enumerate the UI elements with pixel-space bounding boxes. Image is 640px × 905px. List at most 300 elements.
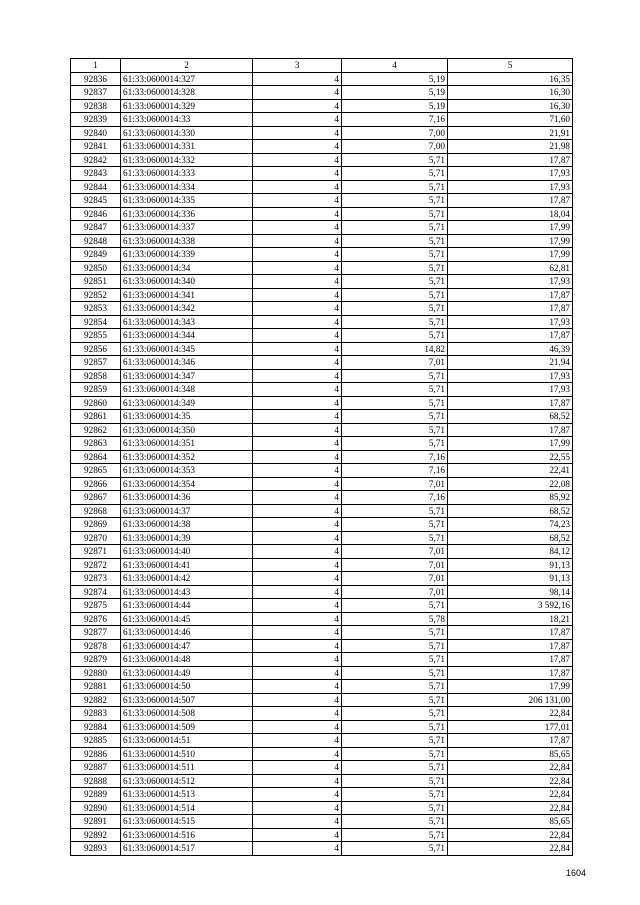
value-cell: 22,84: [448, 788, 573, 802]
category-cell: 4: [253, 342, 342, 356]
row-index-cell: 92885: [71, 734, 121, 748]
row-index-cell: 92853: [71, 302, 121, 316]
table-row: [71, 828, 573, 842]
row-index-cell: 92862: [71, 423, 121, 437]
category-cell: 4: [253, 747, 342, 761]
table-row: [71, 248, 573, 262]
row-index-cell: 92839: [71, 113, 121, 127]
category-cell: 4: [253, 734, 342, 748]
table-header-row: [71, 59, 573, 73]
row-index-cell: 92842: [71, 153, 121, 167]
row-index-cell: 92851: [71, 275, 121, 289]
row-index-cell: 92891: [71, 815, 121, 829]
table-row: [71, 612, 573, 626]
table-row: [71, 693, 573, 707]
cadastral-number-cell: 61:33:0600014:350: [121, 423, 253, 437]
value-cell: 17,93: [448, 383, 573, 397]
category-cell: 4: [253, 329, 342, 343]
cadastral-number-cell: 61:33:0600014:334: [121, 180, 253, 194]
value-cell: 85,65: [448, 815, 573, 829]
table-row: [71, 437, 573, 451]
rate-cell: 5,71: [342, 329, 448, 343]
category-cell: 4: [253, 437, 342, 451]
row-index-cell: 92856: [71, 342, 121, 356]
cadastral-number-cell: 61:33:0600014:348: [121, 383, 253, 397]
table-row: [71, 734, 573, 748]
rate-cell: 5,71: [342, 396, 448, 410]
category-cell: 4: [253, 356, 342, 370]
cadastral-number-cell: 61:33:0600014:42: [121, 572, 253, 586]
column-header-4: 4: [342, 59, 448, 73]
table-row: [71, 329, 573, 343]
document-sheet: [70, 58, 572, 856]
value-cell: 17,93: [448, 369, 573, 383]
cadastral-number-cell: 61:33:0600014:351: [121, 437, 253, 451]
cadastral-number-cell: 61:33:0600014:353: [121, 464, 253, 478]
table-row: [71, 221, 573, 235]
table-row: [71, 720, 573, 734]
row-index-cell: 92858: [71, 369, 121, 383]
category-cell: 4: [253, 275, 342, 289]
category-cell: 4: [253, 450, 342, 464]
table-row: [71, 639, 573, 653]
table-row: [71, 572, 573, 586]
cadastral-number-cell: 61:33:0600014:335: [121, 194, 253, 208]
rate-cell: 5,71: [342, 167, 448, 181]
category-cell: 4: [253, 491, 342, 505]
value-cell: 22,84: [448, 707, 573, 721]
value-cell: 17,99: [448, 221, 573, 235]
row-index-cell: 92878: [71, 639, 121, 653]
row-index-cell: 92883: [71, 707, 121, 721]
category-cell: 4: [253, 410, 342, 424]
row-index-cell: 92889: [71, 788, 121, 802]
cadastral-number-cell: 61:33:0600014:514: [121, 801, 253, 815]
category-cell: 4: [253, 815, 342, 829]
page-number: 1604: [565, 868, 586, 878]
value-cell: 16,30: [448, 86, 573, 100]
cadastral-number-cell: 61:33:0600014:329: [121, 99, 253, 113]
value-cell: 3 592,16: [448, 599, 573, 613]
cadastral-number-cell: 61:33:0600014:45: [121, 612, 253, 626]
table-row: [71, 761, 573, 775]
value-cell: 16,30: [448, 99, 573, 113]
rate-cell: 7,01: [342, 558, 448, 572]
rate-cell: 5,71: [342, 261, 448, 275]
value-cell: 17,87: [448, 653, 573, 667]
table-row: [71, 113, 573, 127]
category-cell: 4: [253, 761, 342, 775]
category-cell: 4: [253, 680, 342, 694]
rate-cell: 5,71: [342, 302, 448, 316]
table-row: [71, 167, 573, 181]
table-row: [71, 207, 573, 221]
value-cell: 17,93: [448, 315, 573, 329]
value-cell: 21,98: [448, 140, 573, 154]
table-row: [71, 72, 573, 86]
value-cell: 17,99: [448, 248, 573, 262]
row-index-cell: 92890: [71, 801, 121, 815]
value-cell: 46,39: [448, 342, 573, 356]
row-index-cell: 92848: [71, 234, 121, 248]
category-cell: 4: [253, 693, 342, 707]
value-cell: 177,01: [448, 720, 573, 734]
category-cell: 4: [253, 86, 342, 100]
category-cell: 4: [253, 99, 342, 113]
cadastral-number-cell: 61:33:0600014:336: [121, 207, 253, 221]
value-cell: 17,87: [448, 194, 573, 208]
category-cell: 4: [253, 140, 342, 154]
table-row: [71, 423, 573, 437]
value-cell: 21,94: [448, 356, 573, 370]
row-index-cell: 92864: [71, 450, 121, 464]
table-row: [71, 747, 573, 761]
value-cell: 22,55: [448, 450, 573, 464]
value-cell: 91,13: [448, 572, 573, 586]
table-row: [71, 261, 573, 275]
rate-cell: 5,71: [342, 234, 448, 248]
table-row: [71, 275, 573, 289]
category-cell: 4: [253, 707, 342, 721]
table-row: [71, 383, 573, 397]
value-cell: 22,84: [448, 801, 573, 815]
category-cell: 4: [253, 153, 342, 167]
category-cell: 4: [253, 788, 342, 802]
rate-cell: 7,16: [342, 450, 448, 464]
row-index-cell: 92846: [71, 207, 121, 221]
table-row: [71, 585, 573, 599]
rate-cell: 5,71: [342, 734, 448, 748]
table-row: [71, 153, 573, 167]
value-cell: 18,21: [448, 612, 573, 626]
rate-cell: 5,78: [342, 612, 448, 626]
row-index-cell: 92869: [71, 518, 121, 532]
rate-cell: 5,71: [342, 275, 448, 289]
category-cell: 4: [253, 207, 342, 221]
table-row: [71, 491, 573, 505]
cadastral-number-cell: 61:33:0600014:43: [121, 585, 253, 599]
rate-cell: 5,71: [342, 423, 448, 437]
value-cell: 17,93: [448, 167, 573, 181]
table-row: [71, 788, 573, 802]
category-cell: 4: [253, 504, 342, 518]
table-row: [71, 288, 573, 302]
cadastral-number-cell: 61:33:0600014:507: [121, 693, 253, 707]
rate-cell: 5,71: [342, 774, 448, 788]
rate-cell: 7,01: [342, 572, 448, 586]
cadastral-number-cell: 61:33:0600014:352: [121, 450, 253, 464]
category-cell: 4: [253, 423, 342, 437]
table-row: [71, 707, 573, 721]
category-cell: 4: [253, 194, 342, 208]
cadastral-number-cell: 61:33:0600014:517: [121, 842, 253, 856]
data-table: [70, 58, 573, 856]
row-index-cell: 92844: [71, 180, 121, 194]
cadastral-number-cell: 61:33:0600014:46: [121, 626, 253, 640]
cadastral-number-cell: 61:33:0600014:333: [121, 167, 253, 181]
rate-cell: 5,71: [342, 828, 448, 842]
cadastral-number-cell: 61:33:0600014:345: [121, 342, 253, 356]
category-cell: 4: [253, 720, 342, 734]
rate-cell: 7,01: [342, 585, 448, 599]
row-index-cell: 92871: [71, 545, 121, 559]
row-index-cell: 92855: [71, 329, 121, 343]
value-cell: 85,92: [448, 491, 573, 505]
cadastral-number-cell: 61:33:0600014:332: [121, 153, 253, 167]
cadastral-number-cell: 61:33:0600014:36: [121, 491, 253, 505]
column-header-1: 1: [71, 59, 121, 73]
column-header-2: 2: [121, 59, 253, 73]
rate-cell: 7,16: [342, 113, 448, 127]
value-cell: 18,04: [448, 207, 573, 221]
cadastral-number-cell: 61:33:0600014:508: [121, 707, 253, 721]
category-cell: 4: [253, 531, 342, 545]
row-index-cell: 92888: [71, 774, 121, 788]
category-cell: 4: [253, 302, 342, 316]
category-cell: 4: [253, 113, 342, 127]
category-cell: 4: [253, 464, 342, 478]
value-cell: 17,99: [448, 437, 573, 451]
cadastral-number-cell: 61:33:0600014:34: [121, 261, 253, 275]
rate-cell: 5,71: [342, 288, 448, 302]
rate-cell: 5,71: [342, 693, 448, 707]
table-row: [71, 450, 573, 464]
cadastral-number-cell: 61:33:0600014:51: [121, 734, 253, 748]
cadastral-number-cell: 61:33:0600014:516: [121, 828, 253, 842]
rate-cell: 5,71: [342, 153, 448, 167]
cadastral-number-cell: 61:33:0600014:341: [121, 288, 253, 302]
cadastral-number-cell: 61:33:0600014:327: [121, 72, 253, 86]
row-index-cell: 92881: [71, 680, 121, 694]
cadastral-number-cell: 61:33:0600014:340: [121, 275, 253, 289]
table-row: [71, 396, 573, 410]
table-row: [71, 815, 573, 829]
rate-cell: 5,71: [342, 653, 448, 667]
value-cell: 17,87: [448, 302, 573, 316]
row-index-cell: 92859: [71, 383, 121, 397]
rate-cell: 5,71: [342, 842, 448, 856]
row-index-cell: 92882: [71, 693, 121, 707]
value-cell: 17,93: [448, 180, 573, 194]
row-index-cell: 92880: [71, 666, 121, 680]
cadastral-number-cell: 61:33:0600014:39: [121, 531, 253, 545]
category-cell: 4: [253, 774, 342, 788]
cadastral-number-cell: 61:33:0600014:511: [121, 761, 253, 775]
cadastral-number-cell: 61:33:0600014:510: [121, 747, 253, 761]
rate-cell: 5,71: [342, 180, 448, 194]
cadastral-number-cell: 61:33:0600014:35: [121, 410, 253, 424]
cadastral-number-cell: 61:33:0600014:44: [121, 599, 253, 613]
cadastral-number-cell: 61:33:0600014:515: [121, 815, 253, 829]
row-index-cell: 92870: [71, 531, 121, 545]
row-index-cell: 92857: [71, 356, 121, 370]
value-cell: 17,87: [448, 734, 573, 748]
table-row: [71, 410, 573, 424]
row-index-cell: 92884: [71, 720, 121, 734]
value-cell: 68,52: [448, 504, 573, 518]
cadastral-number-cell: 61:33:0600014:513: [121, 788, 253, 802]
table-row: [71, 666, 573, 680]
value-cell: 17,99: [448, 234, 573, 248]
value-cell: 22,84: [448, 774, 573, 788]
cadastral-number-cell: 61:33:0600014:47: [121, 639, 253, 653]
value-cell: 206 131,00: [448, 693, 573, 707]
value-cell: 22,84: [448, 761, 573, 775]
cadastral-number-cell: 61:33:0600014:41: [121, 558, 253, 572]
value-cell: 17,99: [448, 680, 573, 694]
cadastral-number-cell: 61:33:0600014:337: [121, 221, 253, 235]
table-row: [71, 342, 573, 356]
rate-cell: 5,71: [342, 707, 448, 721]
row-index-cell: 92850: [71, 261, 121, 275]
rate-cell: 5,71: [342, 788, 448, 802]
row-index-cell: 92866: [71, 477, 121, 491]
category-cell: 4: [253, 599, 342, 613]
row-index-cell: 92886: [71, 747, 121, 761]
row-index-cell: 92887: [71, 761, 121, 775]
cadastral-number-cell: 61:33:0600014:38: [121, 518, 253, 532]
row-index-cell: 92877: [71, 626, 121, 640]
value-cell: 17,87: [448, 639, 573, 653]
row-index-cell: 92892: [71, 828, 121, 842]
category-cell: 4: [253, 167, 342, 181]
rate-cell: 5,71: [342, 207, 448, 221]
cadastral-number-cell: 61:33:0600014:40: [121, 545, 253, 559]
category-cell: 4: [253, 234, 342, 248]
rate-cell: 5,19: [342, 72, 448, 86]
table-row: [71, 504, 573, 518]
table-row: [71, 680, 573, 694]
row-index-cell: 92873: [71, 572, 121, 586]
category-cell: 4: [253, 315, 342, 329]
row-index-cell: 92841: [71, 140, 121, 154]
rate-cell: 5,71: [342, 666, 448, 680]
cadastral-number-cell: 61:33:0600014:354: [121, 477, 253, 491]
category-cell: 4: [253, 639, 342, 653]
cadastral-number-cell: 61:33:0600014:37: [121, 504, 253, 518]
row-index-cell: 92874: [71, 585, 121, 599]
category-cell: 4: [253, 828, 342, 842]
value-cell: 17,87: [448, 288, 573, 302]
value-cell: 62,81: [448, 261, 573, 275]
rate-cell: 5,71: [342, 437, 448, 451]
table-row: [71, 518, 573, 532]
row-index-cell: 92879: [71, 653, 121, 667]
category-cell: 4: [253, 612, 342, 626]
row-index-cell: 92867: [71, 491, 121, 505]
table-row: [71, 369, 573, 383]
cadastral-number-cell: 61:33:0600014:347: [121, 369, 253, 383]
rate-cell: 5,71: [342, 194, 448, 208]
cadastral-number-cell: 61:33:0600014:339: [121, 248, 253, 262]
rate-cell: 5,71: [342, 383, 448, 397]
category-cell: 4: [253, 518, 342, 532]
row-index-cell: 92865: [71, 464, 121, 478]
category-cell: 4: [253, 801, 342, 815]
cadastral-number-cell: 61:33:0600014:338: [121, 234, 253, 248]
value-cell: 85,65: [448, 747, 573, 761]
table-row: [71, 842, 573, 856]
value-cell: 16,35: [448, 72, 573, 86]
rate-cell: 14,82: [342, 342, 448, 356]
rate-cell: 5,71: [342, 410, 448, 424]
category-cell: 4: [253, 572, 342, 586]
table-row: [71, 545, 573, 559]
rate-cell: 5,71: [342, 720, 448, 734]
rate-cell: 7,01: [342, 356, 448, 370]
row-index-cell: 92843: [71, 167, 121, 181]
table-row: [71, 180, 573, 194]
rate-cell: 5,71: [342, 599, 448, 613]
rate-cell: 5,71: [342, 626, 448, 640]
value-cell: 74,23: [448, 518, 573, 532]
value-cell: 71,60: [448, 113, 573, 127]
cadastral-number-cell: 61:33:0600014:331: [121, 140, 253, 154]
row-index-cell: 92860: [71, 396, 121, 410]
cadastral-number-cell: 61:33:0600014:328: [121, 86, 253, 100]
rate-cell: 5,71: [342, 801, 448, 815]
value-cell: 68,52: [448, 531, 573, 545]
category-cell: 4: [253, 72, 342, 86]
table-row: [71, 315, 573, 329]
rate-cell: 5,71: [342, 315, 448, 329]
rate-cell: 5,71: [342, 504, 448, 518]
rate-cell: 7,01: [342, 477, 448, 491]
rate-cell: 5,71: [342, 680, 448, 694]
cadastral-number-cell: 61:33:0600014:512: [121, 774, 253, 788]
category-cell: 4: [253, 288, 342, 302]
row-index-cell: 92861: [71, 410, 121, 424]
rate-cell: 5,71: [342, 747, 448, 761]
row-index-cell: 92875: [71, 599, 121, 613]
rate-cell: 7,00: [342, 126, 448, 140]
rate-cell: 5,71: [342, 761, 448, 775]
table-row: [71, 531, 573, 545]
value-cell: 22,84: [448, 828, 573, 842]
cadastral-number-cell: 61:33:0600014:346: [121, 356, 253, 370]
category-cell: 4: [253, 180, 342, 194]
table-row: [71, 234, 573, 248]
row-index-cell: 92849: [71, 248, 121, 262]
value-cell: 17,87: [448, 153, 573, 167]
table-row: [71, 653, 573, 667]
table-row: [71, 774, 573, 788]
row-index-cell: 92893: [71, 842, 121, 856]
value-cell: 17,87: [448, 329, 573, 343]
value-cell: 84,12: [448, 545, 573, 559]
cadastral-number-cell: 61:33:0600014:344: [121, 329, 253, 343]
rate-cell: 5,71: [342, 221, 448, 235]
row-index-cell: 92836: [71, 72, 121, 86]
rate-cell: 5,19: [342, 99, 448, 113]
rate-cell: 7,01: [342, 545, 448, 559]
row-index-cell: 92847: [71, 221, 121, 235]
cadastral-number-cell: 61:33:0600014:330: [121, 126, 253, 140]
rate-cell: 5,71: [342, 531, 448, 545]
cadastral-number-cell: 61:33:0600014:50: [121, 680, 253, 694]
category-cell: 4: [253, 626, 342, 640]
category-cell: 4: [253, 396, 342, 410]
cadastral-number-cell: 61:33:0600014:33: [121, 113, 253, 127]
rate-cell: 5,71: [342, 639, 448, 653]
row-index-cell: 92872: [71, 558, 121, 572]
value-cell: 22,41: [448, 464, 573, 478]
value-cell: 17,93: [448, 275, 573, 289]
category-cell: 4: [253, 585, 342, 599]
category-cell: 4: [253, 383, 342, 397]
rate-cell: 5,71: [342, 369, 448, 383]
row-index-cell: 92863: [71, 437, 121, 451]
